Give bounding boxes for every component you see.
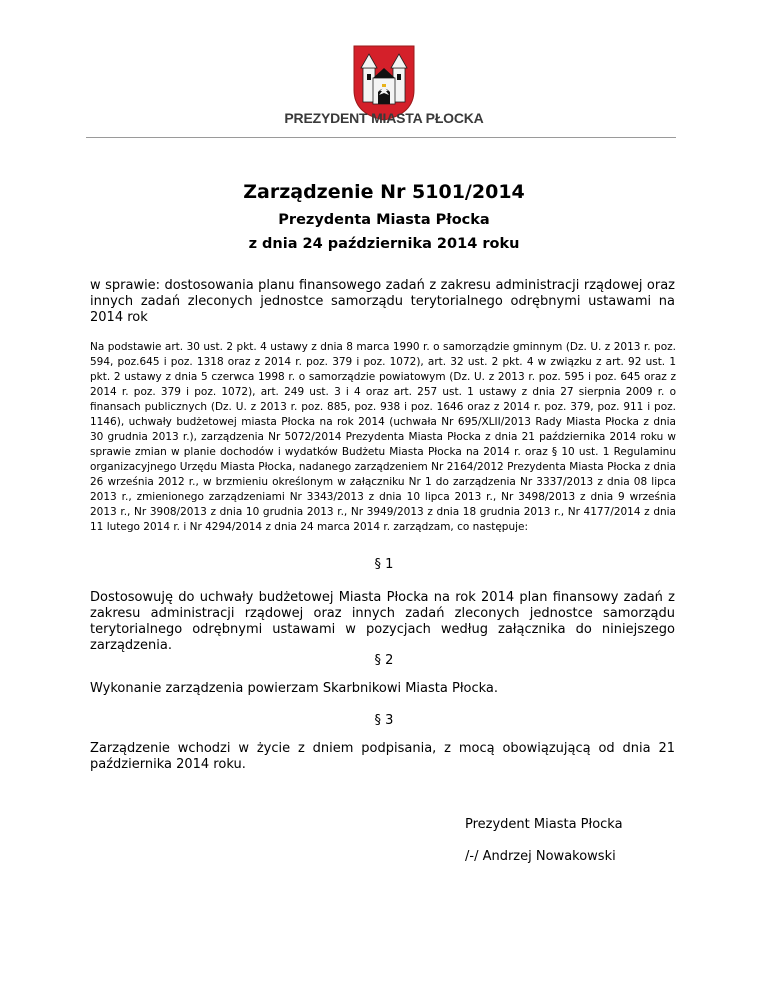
institution-header: PREZYDENT MIASTA PŁOCKA (284, 110, 484, 126)
section-text-2: Wykonanie zarządzenia powierzam Skarbnikowi Miasta Płocka. (90, 681, 499, 696)
section-mark-1: § 1 (374, 557, 394, 572)
document-title: Zarządzenie Nr 5101/2014 (243, 181, 525, 203)
signature-name: /-/ Andrzej Nowakowski (465, 849, 616, 864)
document-date: z dnia 24 października 2014 roku (248, 236, 520, 252)
document-subject: w sprawie: dostosowania planu finansowego zadań z zakresu administracji rządowej oraz innych zadań zleconych jednostce samorządu terytorialnego odrębnymi ustawami na 2014 rok (90, 278, 675, 325)
section-mark-2: § 2 (374, 653, 394, 668)
section-mark-3: § 3 (374, 713, 394, 728)
section-text-3: Zarządzenie wchodzi w życie z dniem podpisania, z mocą obowiązującą od dnia 21 października 2014 roku. (90, 741, 675, 772)
header-divider (86, 137, 676, 138)
signature-role: Prezydent Miasta Płocka (465, 817, 623, 832)
document-issuer: Prezydenta Miasta Płocka (278, 212, 490, 228)
section-text-1: Dostosowuję do uchwały budżetowej Miasta Płocka na rok 2014 plan finansowy zadań z zakresu administracji rządowej oraz innych zadań zleconych jednostce samorządu terytorialnego odrębnymi ustawami w pozycjach według załącznika do niniejszego zarządzenia. (90, 590, 675, 653)
legal-basis: Na podstawie art. 30 ust. 2 pkt. 4 ustawy z dnia 8 marca 1990 r. o samorządzie gminnym (Dz. U. z 2013 r. poz. 594, poz.645 i poz. 1318 oraz z 2014 r. poz. 379 i poz. 1072), art. 32 ust. 2 pkt. 4 w związku z art. 92 ust. 1 pkt. 2 ustawy z dnia 5 czerwca 1998 r. o samorządzie powiatowym (Dz. U. z 2013 r. poz. 595 i poz. 645 oraz z 2014 r. poz. 379 i poz. 1072), art. 249 ust. 3 i 4 oraz art. 257 ust. 1 ustawy z dnia 27 sierpnia 2009 r. o finansach publicznych (Dz. U. z 2013 r. poz. 885, poz. 938 i poz. 1646 oraz z 2014 r. poz. 379, poz. 911 i poz. 1146), uchwały budżetowej miasta Płocka na rok 2014 (uchwała Nr 695/XLII/2013 Rady Miasta Płocka z dnia 30 grudnia 2013 r.), zarządzenia Nr 5072/2014 Prezydenta Miasta Płocka z dnia 21 października 2014 roku w sprawie zmian w planie dochodów i wydatków Budżetu Miasta Płocka na 2014 r. oraz § 10 ust. 1 Regulaminu organizacyjnego Urzędu Miasta Płocka, nadanego zarządzeniem Nr 2164/2012 Prezydenta Miasta Płocka z dnia 26 września 2012 r., w brzmieniu określonym w załączniku Nr 1 do zarządzenia Nr 3337/2013 z dnia 08 lipca 2013 r., zmienionego zarządzeniami Nr 3343/2013 z dnia 10 lipca 2013 r., Nr 3498/2013 z dnia 9 września 2013 r., Nr 3908/2013 z dnia 10 grudnia 2013 r., Nr 3949/2013 z dnia 18 grudnia 2013 r., Nr 4177/2014 z dnia 11 lutego 2014 r. i Nr 4294/2014 z dnia 24 marca 2014 r. zarządzam, co następuje: (90, 341, 676, 533)
